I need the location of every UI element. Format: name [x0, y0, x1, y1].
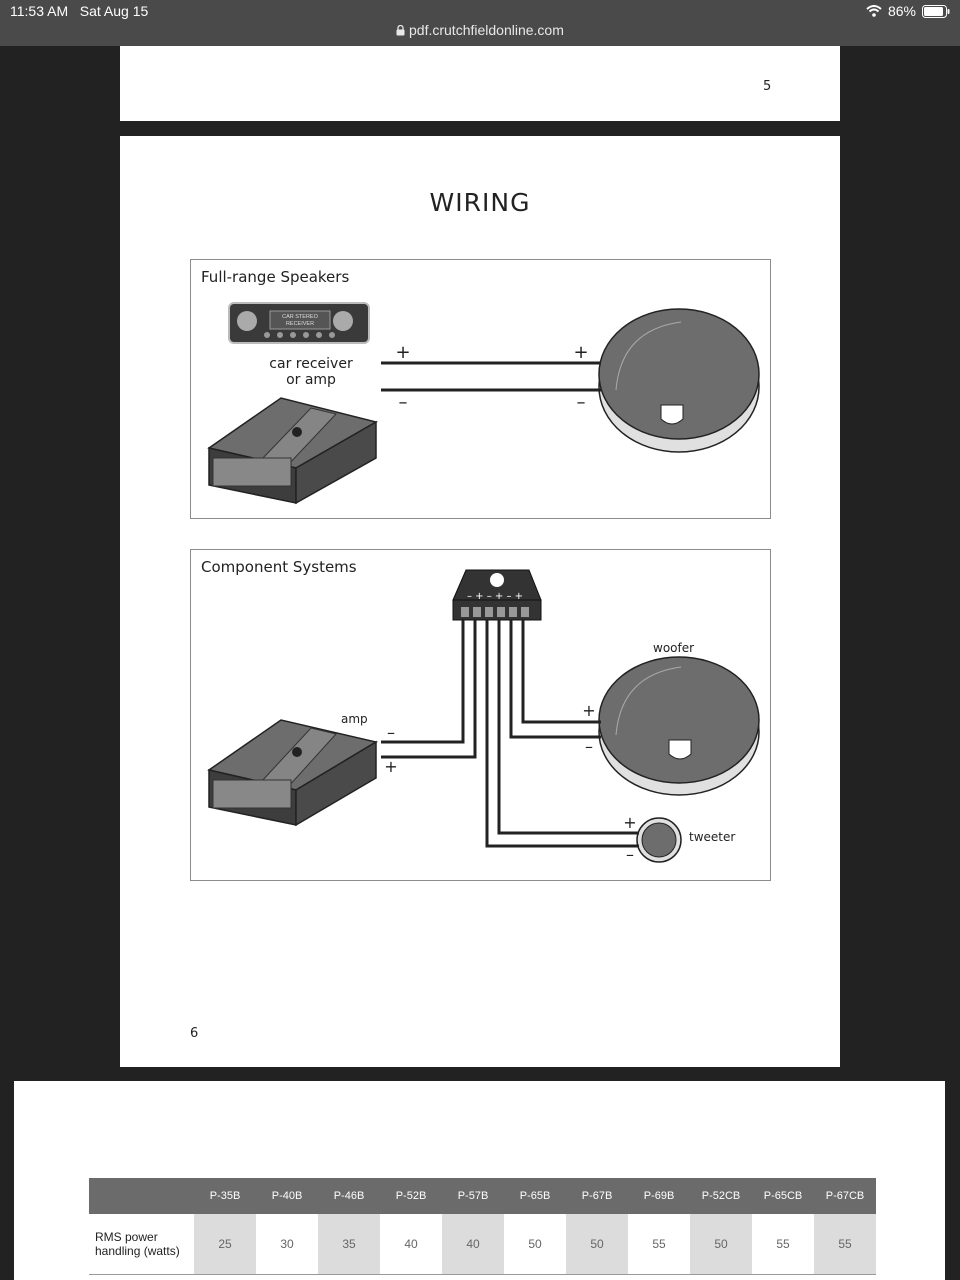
woofer-minus: – [585, 737, 593, 756]
table-cell: 40 [442, 1214, 504, 1275]
woofer-plus: + [582, 701, 596, 720]
pdf-page-7 [14, 1081, 945, 1280]
status-time: 11:53 AM Sat Aug 15 [10, 3, 149, 19]
table-header-cell: P-40B [256, 1178, 318, 1214]
table-header-cell: P-57B [442, 1178, 504, 1214]
table-header-cell: P-67B [566, 1178, 628, 1214]
table-header-cell: P-52CB [690, 1178, 752, 1214]
table-cell: 35 [318, 1214, 380, 1275]
table-header-cell: P-65CB [752, 1178, 814, 1214]
wire-minus-right: – [576, 392, 586, 413]
table-header-row [89, 1178, 876, 1214]
table-header-cell [89, 1178, 194, 1214]
source-label-line-2: or amp [286, 372, 336, 388]
table-header-cell: P-69B [628, 1178, 690, 1214]
battery-icon [922, 5, 950, 18]
lock-icon [396, 25, 405, 36]
component-diagram [190, 549, 771, 881]
amp-label: amp [341, 712, 368, 726]
page-title: WIRING [429, 188, 531, 217]
diagram-title: Full-range Speakers [201, 268, 350, 286]
receiver-text-1: CAR STEREO [282, 314, 318, 320]
table-cell: 50 [504, 1214, 566, 1275]
source-label-line-1: car receiver [269, 356, 353, 372]
amp-minus: – [387, 723, 395, 742]
table-header-cell: P-65B [504, 1178, 566, 1214]
status-right [866, 3, 950, 19]
tweeter-plus: + [623, 813, 637, 832]
amplifier-icon [209, 398, 376, 503]
table-header-cell: P-67CB [814, 1178, 876, 1214]
table-row [89, 1214, 876, 1275]
wire-plus-left: + [395, 342, 411, 363]
speaker-icon [599, 309, 759, 452]
table-header-cell: P-35B [194, 1178, 256, 1214]
pdf-page-6 [120, 136, 840, 1067]
wire-plus-right: + [573, 342, 589, 363]
receiver-text-2: RECEIVER [285, 321, 315, 327]
table-cell: 50 [690, 1214, 752, 1275]
source-label [261, 356, 361, 388]
table-header-cell: P-52B [380, 1178, 442, 1214]
woofer-icon [599, 657, 759, 795]
table-cell: 40 [380, 1214, 442, 1275]
tweeter-label: tweeter [689, 830, 736, 844]
full-range-wiring [191, 260, 770, 518]
battery-percent: 86% [887, 3, 916, 19]
diagram-title: Component Systems [201, 558, 357, 576]
page-number: 6 [190, 1026, 199, 1041]
full-range-diagram [190, 259, 771, 519]
crossover-terminals: – + – + – + [466, 591, 524, 602]
row-label: RMS power handling (watts) [89, 1214, 194, 1275]
amp-plus: + [384, 757, 398, 776]
pdf-page-5 [120, 46, 840, 121]
table-cell: 50 [566, 1214, 628, 1275]
tweeter-minus: – [626, 845, 634, 864]
table-cell: 55 [752, 1214, 814, 1275]
tweeter-icon [637, 818, 681, 862]
woofer-label: woofer [653, 641, 695, 655]
page-number: 5 [763, 79, 772, 94]
table-header-cell: P-46B [318, 1178, 380, 1214]
url-text: pdf.crutchfieldonline.com [409, 22, 564, 38]
table-cell: 55 [814, 1214, 876, 1275]
table-cell: 55 [628, 1214, 690, 1275]
status-bar [0, 0, 960, 46]
wifi-icon [866, 5, 882, 17]
table-cell: 30 [256, 1214, 318, 1275]
url-bar[interactable] [0, 22, 960, 38]
spec-table [89, 1178, 876, 1275]
amplifier-icon [209, 720, 376, 825]
table-cell: 25 [194, 1214, 256, 1275]
component-wiring [191, 550, 770, 880]
status-date: Sat Aug 15 [79, 3, 149, 19]
wire-minus-left: – [398, 392, 408, 413]
